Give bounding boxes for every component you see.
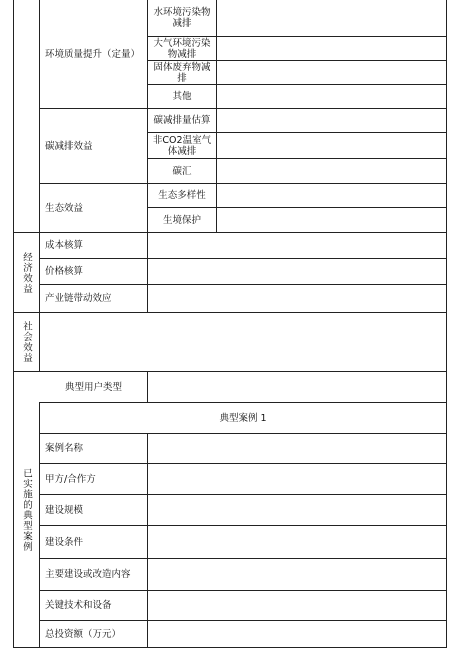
economic-item-chain: 产业链带动效应 bbox=[45, 293, 112, 304]
eco-item-diversity: 生态多样性 bbox=[158, 190, 206, 201]
quality-item-other: 其他 bbox=[172, 91, 192, 102]
economic-item-price: 价格核算 bbox=[45, 266, 84, 277]
col-line-147-cases bbox=[147, 433, 148, 647]
case-item-tech: 关键技术和设备 bbox=[45, 600, 112, 611]
user-type-label: 典型用户类型 bbox=[64, 381, 122, 393]
carbon-item-nonco2: 非CO2温室气体减排 bbox=[152, 134, 212, 157]
case-item-name: 案例名称 bbox=[45, 443, 84, 454]
case-header: 典型案例 1 bbox=[219, 412, 267, 424]
quality-item-water: 水环境污染物减排 bbox=[153, 7, 211, 29]
case-item-partner: 甲方/合作方 bbox=[45, 473, 96, 485]
col-line-147-econ bbox=[147, 232, 148, 312]
eco-label: 生态效益 bbox=[45, 202, 84, 214]
social-section-label: 社会效益 bbox=[21, 321, 32, 363]
economic-section-label: 经济效益 bbox=[21, 251, 32, 294]
case-item-conditions: 建设条件 bbox=[45, 536, 84, 548]
case-item-scale: 建设规模 bbox=[45, 504, 84, 516]
cases-section-label: 已实施的典型案例 bbox=[21, 467, 32, 552]
section-line bbox=[13, 312, 447, 313]
case-item-content: 主要建设或改造内容 bbox=[45, 569, 131, 580]
quality-label: 环境质量提升（定量） bbox=[45, 48, 141, 60]
quality-item-air: 大气环境污染物减排 bbox=[153, 37, 211, 60]
carbon-item-sink: 碳汇 bbox=[172, 165, 192, 177]
col-line-216 bbox=[216, 0, 217, 232]
col-line-147-user bbox=[147, 371, 148, 402]
carbon-item-estimate: 碳减排量估算 bbox=[153, 115, 211, 126]
carbon-label: 碳减排效益 bbox=[45, 140, 93, 152]
case-item-investment: 总投资额（万元） bbox=[45, 628, 122, 640]
border-right bbox=[446, 0, 447, 647]
quality-item-solid: 固体废弃物减排 bbox=[153, 61, 211, 84]
economic-item-cost: 成本核算 bbox=[45, 240, 84, 251]
eco-item-habitat: 生境保护 bbox=[162, 214, 201, 226]
border-bottom bbox=[13, 647, 447, 648]
